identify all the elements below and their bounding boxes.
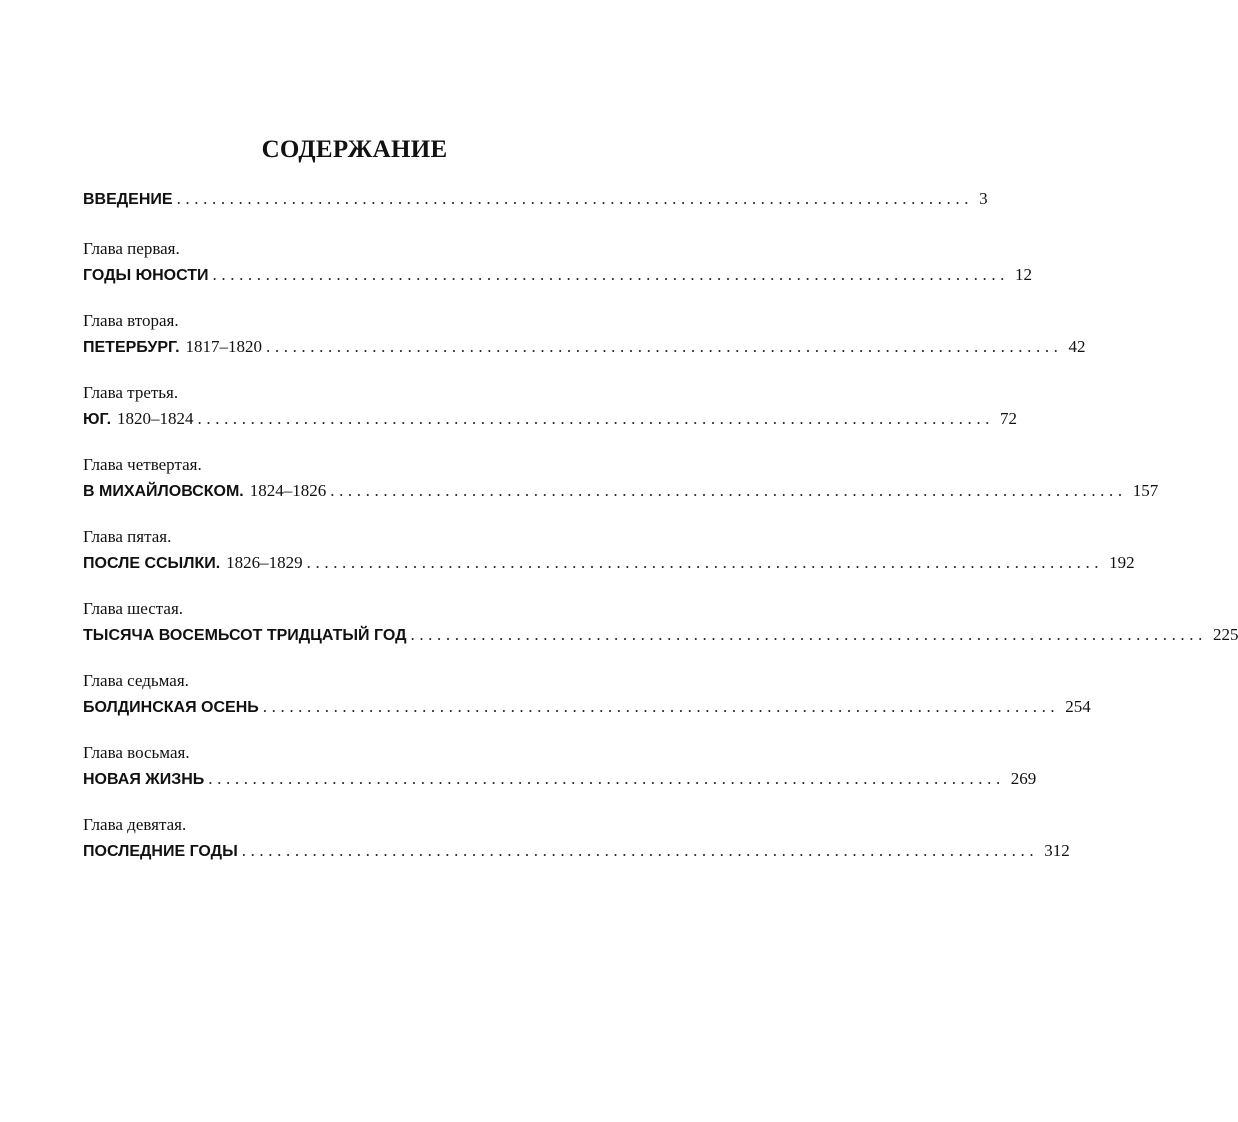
entry-years: 1824–1826	[249, 481, 327, 500]
chapter-label: Глава третья.	[83, 383, 179, 402]
page-number: 269	[1010, 769, 1037, 788]
dot-leader: ..........................................................................................	[197, 409, 995, 428]
toc-entry-chapter-7[interactable]	[83, 668, 1091, 720]
toc-row	[83, 478, 1159, 504]
entry-years: 1817–1820	[185, 337, 263, 356]
page-number: 254	[1065, 697, 1091, 716]
entry-years: 1826–1829	[226, 553, 303, 572]
toc-entry-chapter-3[interactable]	[83, 380, 1018, 432]
toc-row	[83, 550, 1135, 576]
entry-years: 1820–1824	[117, 409, 194, 428]
toc-entry-chapter-5[interactable]	[83, 524, 1135, 576]
toc-entry-chapter-4[interactable]	[83, 452, 1159, 504]
toc-row	[83, 262, 1033, 288]
toc-row	[83, 838, 1070, 864]
entry-title: ПОСЛЕДНИЕ ГОДЫ	[83, 843, 238, 860]
toc-row	[83, 622, 1238, 648]
table-of-contents	[83, 186, 1238, 864]
toc-entry-introduction[interactable]	[83, 186, 988, 212]
dot-leader: ..........................................................................................	[266, 337, 1063, 356]
dot-leader: ..........................................................................................	[410, 625, 1207, 644]
entry-title: ВВЕДЕНИЕ	[83, 191, 173, 208]
toc-entry-chapter-9[interactable]	[83, 812, 1070, 864]
chapter-label: Глава пятая.	[83, 527, 172, 546]
toc-entry-chapter-1[interactable]	[83, 236, 1033, 288]
dot-leader: ..........................................................................................	[306, 553, 1104, 572]
entry-title: ТЫСЯЧА ВОСЕМЬСОТ ТРИДЦАТЫЙ ГОД	[83, 627, 407, 644]
toc-row	[83, 334, 1086, 360]
entry-title: ПОСЛЕ ССЫЛКИ.	[83, 555, 221, 572]
dot-leader: ..........................................................................................	[212, 265, 1010, 284]
entry-title: ГОДЫ ЮНОСТИ	[83, 267, 209, 284]
entry-title: НОВАЯ ЖИЗНЬ	[83, 771, 205, 788]
chapter-label: Глава вторая.	[83, 311, 179, 330]
dot-leader: ..........................................................................................	[241, 841, 1039, 860]
page-number: 12	[1015, 265, 1033, 284]
chapter-label: Глава седьмая.	[83, 671, 189, 690]
chapter-label: Глава первая.	[83, 239, 180, 258]
page-number: 157	[1132, 481, 1159, 500]
page-number: 42	[1068, 337, 1086, 356]
entry-title: ЮГ.	[83, 411, 112, 428]
dot-leader: ..........................................................................................	[330, 481, 1127, 500]
toc-row	[83, 766, 1037, 792]
page-number: 72	[1000, 409, 1018, 428]
dot-leader: ..........................................................................................	[262, 697, 1060, 716]
chapter-label: Глава шестая.	[83, 599, 184, 618]
page-number: 192	[1109, 553, 1135, 572]
page-title: СОДЕРЖАНИЕ	[261, 136, 448, 163]
chapter-label: Глава четвертая.	[83, 455, 202, 474]
page-number: 312	[1044, 841, 1070, 860]
entry-title: В МИХАЙЛОВСКОМ.	[83, 483, 244, 500]
toc-row	[83, 186, 988, 212]
toc-row	[83, 694, 1091, 720]
entry-title: ПЕТЕРБУРГ.	[83, 339, 180, 356]
toc-entry-chapter-8[interactable]	[83, 740, 1037, 792]
chapter-label: Глава восьмая.	[83, 743, 190, 762]
entry-title: БОЛДИНСКАЯ ОСЕНЬ	[83, 699, 259, 716]
toc-entry-chapter-6[interactable]	[83, 596, 1238, 648]
toc-entry-chapter-2[interactable]	[83, 308, 1086, 360]
dot-leader: ..........................................................................................	[208, 769, 1005, 788]
dot-leader: ..........................................................................................	[176, 189, 974, 208]
toc-row	[83, 406, 1018, 432]
page-number: 225	[1212, 625, 1238, 644]
page-number: 3	[979, 189, 988, 208]
chapter-label: Глава девятая.	[83, 815, 187, 834]
